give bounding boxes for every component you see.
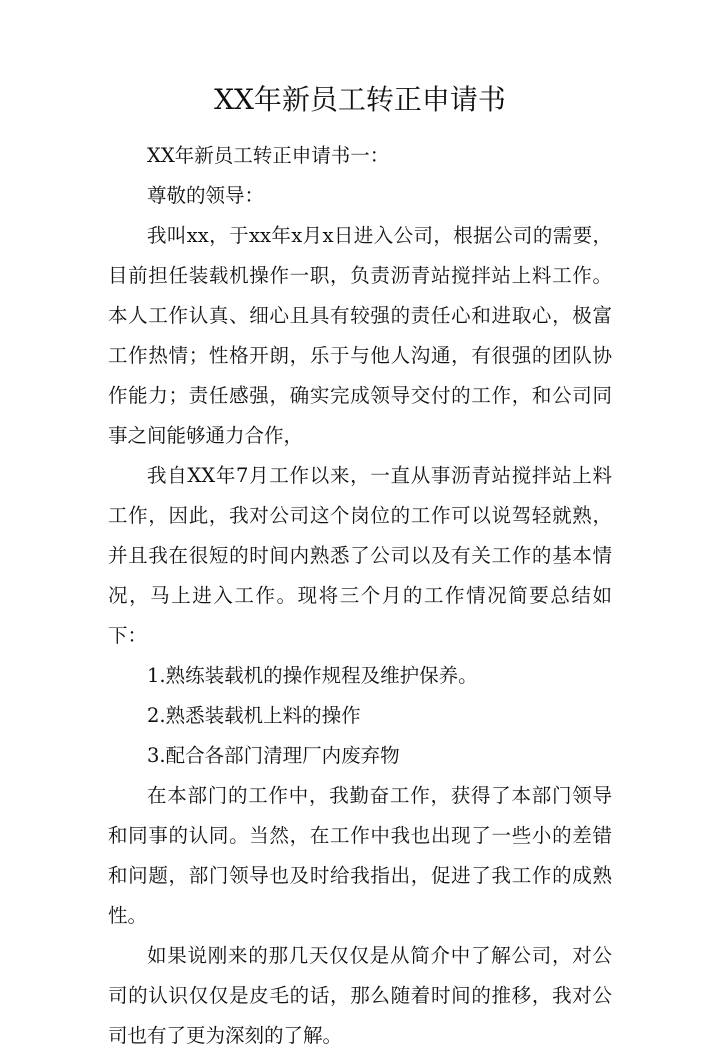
list-item-1: 1.熟练装载机的操作规程及维护保养。: [147, 664, 478, 687]
paragraph-understanding: 如果说刚来的那几天仅仅是从简介中了解公司，对公司的认识仅仅是皮毛的话，那么随着时间的推移，我对公司也有了更为深刻的了解。: [108, 944, 612, 1047]
paragraph-work-summary: 我自XX年7月工作以来，一直从事沥青站搅拌站上料工作，因此，我对公司这个岗位的工作可以说驾轻就熟，并且我在很短的时间内熟悉了公司以及有关工作的基本情况，马上进入工作。现将三个月的工作情况简要总结如下：: [108, 464, 612, 647]
document-title: XX年新员工转正申请书: [214, 83, 506, 116]
salutation: 尊敬的领导：: [147, 184, 265, 207]
list-item-2: 2.熟悉装载机上料的操作: [147, 704, 361, 727]
paragraph-intro: 我叫xx，于xx年x月x日进入公司，根据公司的需要，目前担任装载机操作一职，负责沥青站搅拌站上料工作。本人工作认真、细心且具有较强的责任心和进取心，极富工作热情；性格开朗，乐于与他人沟通，有很强的团队协作能力；责任感强，确实完成领导交付的工作，和公司同事之间能够通力合作，: [108, 224, 612, 447]
list-item-3: 3.配合各部门清理厂内废弃物: [147, 744, 400, 767]
subtitle-line: XX年新员工转正申请书一：: [147, 144, 390, 167]
paragraph-department: 在本部门的工作中，我勤奋工作，获得了本部门领导和同事的认同。当然，在工作中我也出现了一些小的差错和问题，部门领导也及时给我指出，促进了我工作的成熟性。: [108, 784, 612, 927]
